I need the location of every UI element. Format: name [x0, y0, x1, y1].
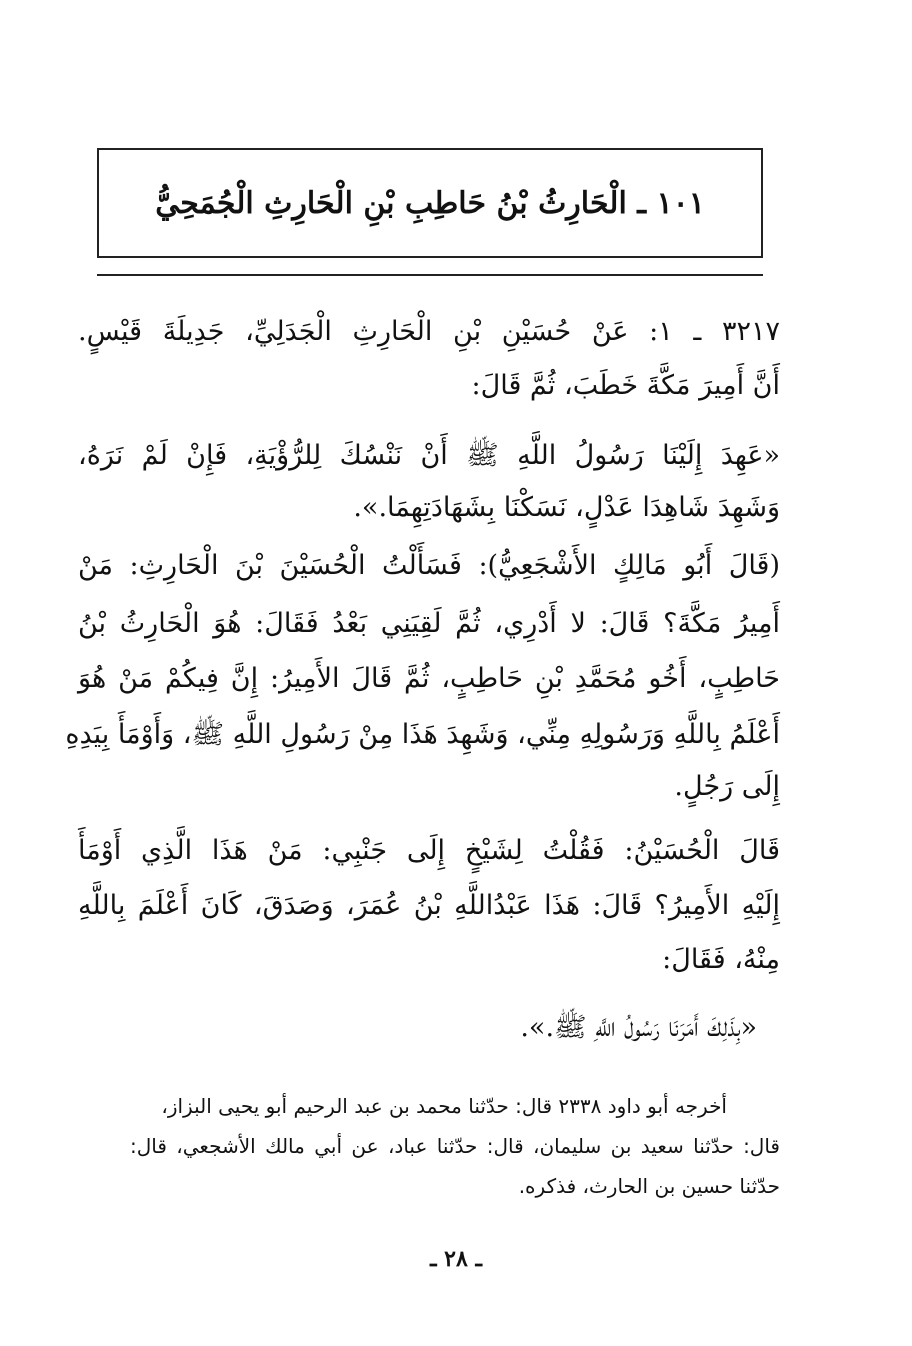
chapter-title: ١٠١ ـ الْحَارِثُ بْنُ حَاطِبِ بْنِ الْحَارِثِ الْجُمَحِيُّ [155, 185, 705, 221]
hadith-line-9: إِلَى رَجُلٍ. [674, 771, 780, 802]
hadith-line-5: (قَالَ أَبُو مَالِكٍ الأَشْجَعِيُّ): فَسَأَلْتُ الْحُسَيْنَ بْنَ الْحَارِثِ: مَنْ [78, 550, 780, 581]
hadith-line-6: أَمِيرُ مَكَّةَ؟ قَالَ: لا أَدْرِي، ثُمَّ لَقِيَنِي بَعْدُ فَقَالَ: هُوَ الْحَارِثُ بْنُ [78, 608, 780, 639]
footnote-line-2: قال: حدّثنا سعيد بن سليمان، قال: حدّثنا عباد، عن أبي مالك الأشجعي، قال: [130, 1134, 780, 1158]
footnote-line-3: حدّثنا حسين بن الحارث، فذكره. [518, 1174, 780, 1198]
hadith-line-7: حَاطِبٍ، أَخُو مُحَمَّدِ بْنِ حَاطِبٍ، ثُمَّ قَالَ الأَمِيرُ: إِنَّ فِيكُمْ مَنْ هُوَ [78, 663, 780, 694]
hadith-line-3: «عَهِدَ إِلَيْنَا رَسُولُ اللَّهِ ﷺ أَنْ نَنْسُكَ لِلرُّؤْيَةِ، فَإِنْ لَمْ نَرَهُ، [78, 440, 780, 471]
title-frame [97, 148, 763, 258]
hadith-line-2: أَنَّ أَمِيرَ مَكَّةَ خَطَبَ، ثُمَّ قَالَ: [471, 370, 780, 401]
header-divider [97, 274, 763, 276]
hadith-line-13: «بِذَلِكَ أَمَرَنَا رَسُولُ اللَّهِ ﷺ.». [520, 1012, 757, 1043]
hadith-line-8: أَعْلَمُ بِاللَّهِ وَرَسُولِهِ مِنِّي، وَشَهِدَ هَذَا مِنْ رَسُولِ اللَّهِ ﷺ، وَأَوْمَأَ بِيَدِهِ [65, 719, 780, 750]
hadith-line-11: إِلَيْهِ الأَمِيرُ؟ قَالَ: هَذَا عَبْدُاللَّهِ بْنُ عُمَرَ، وَصَدَقَ، كَانَ أَعْلَمَ بِاللَّهِ [78, 890, 780, 921]
hadith-line-12: مِنْهُ، فَقَالَ: [662, 944, 780, 975]
hadith-line-1: ٣٢١٧ ـ ١: عَنْ حُسَيْنِ بْنِ الْحَارِثِ الْجَدَلِيِّ، جَدِيلَةَ قَيْسٍ. [78, 316, 780, 347]
footnote-line-1: أخرجه أبو داود ٢٣٣٨ قال: حدّثنا محمد بن عبد الرحيم أبو يحيى البزاز، [161, 1094, 727, 1118]
page-number: ـ ٢٨ ـ [430, 1246, 482, 1272]
hadith-line-4: وَشَهِدَ شَاهِدَا عَدْلٍ، نَسَكْنَا بِشَهَادَتِهِمَا.». [353, 492, 780, 523]
hadith-line-10: قَالَ الْحُسَيْنُ: فَقُلْتُ لِشَيْخٍ إِلَى جَنْبِي: مَنْ هَذَا الَّذِي أَوْمَأَ [78, 835, 780, 866]
